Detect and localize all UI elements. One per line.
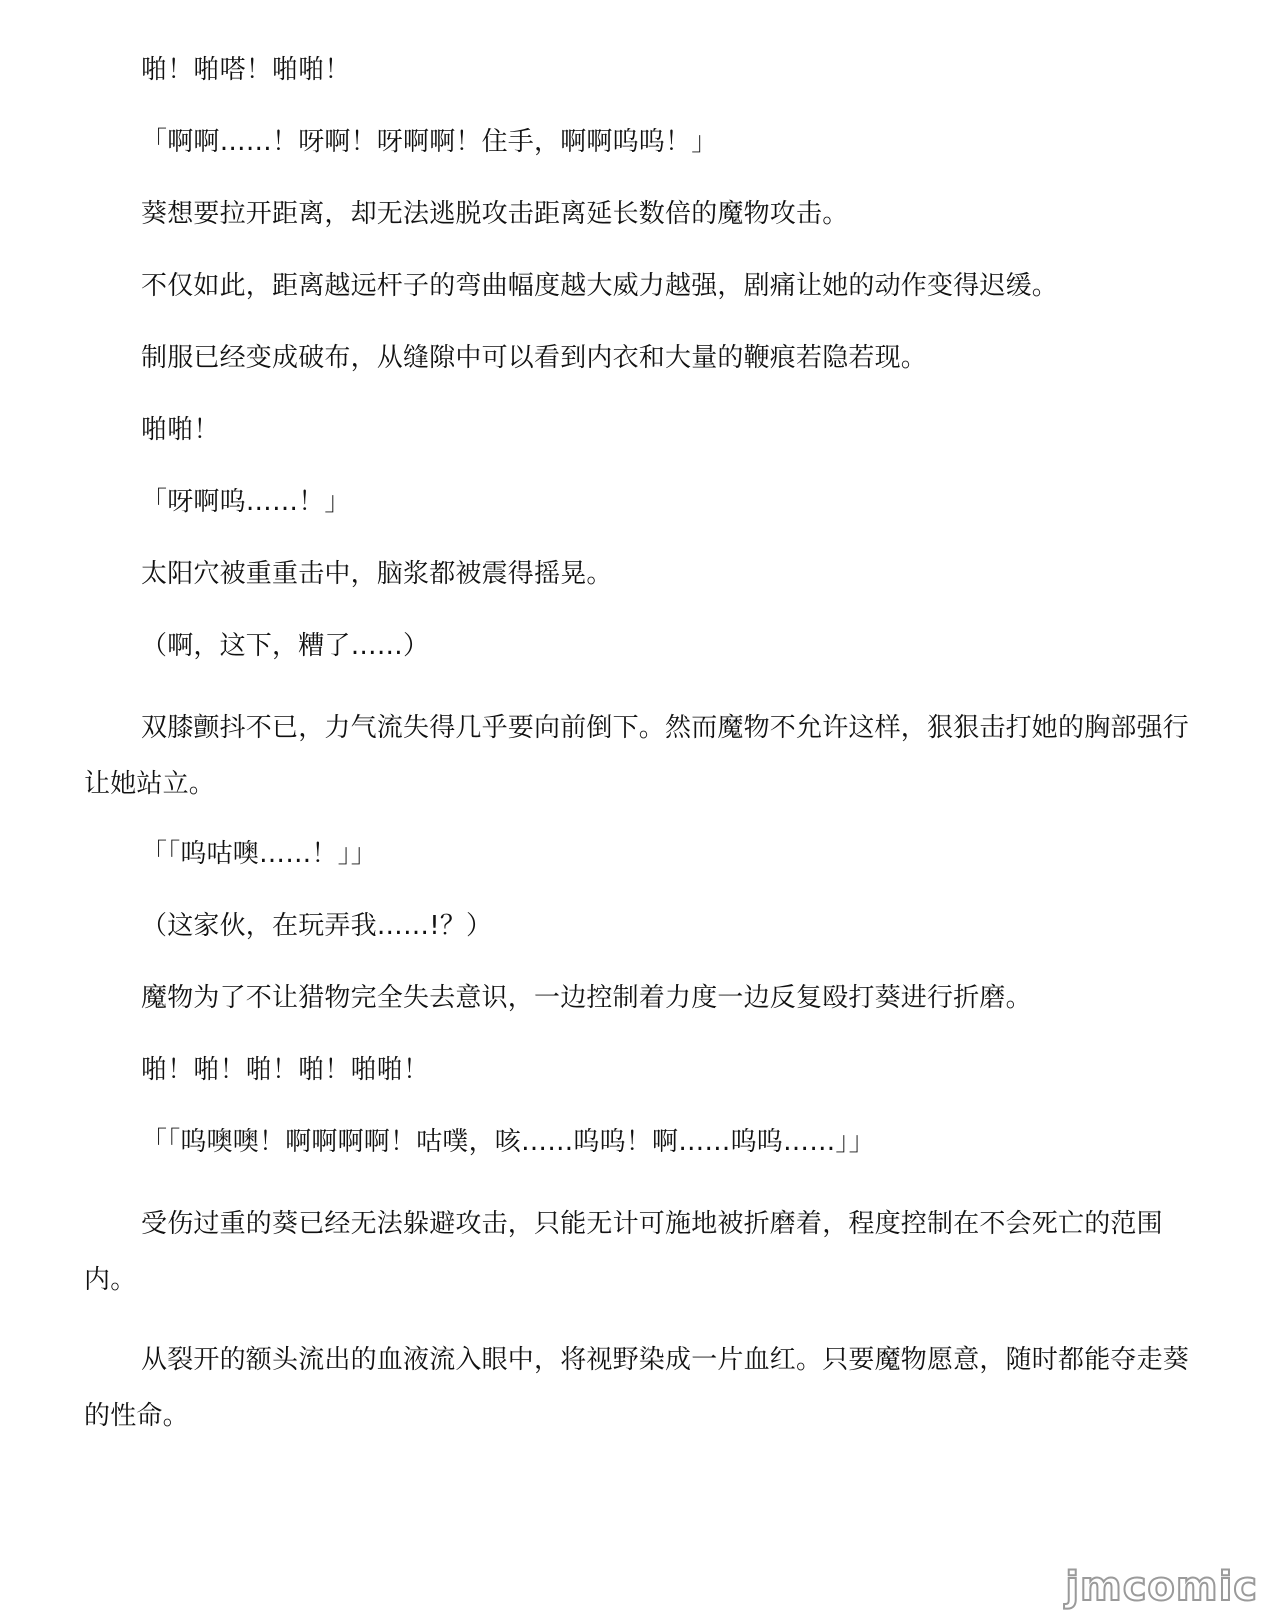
watermark-logo: jmcomic — [1065, 1564, 1258, 1610]
paragraph-6: 啪啪！ — [141, 415, 220, 445]
paragraph-11: 「「呜咕噢……！」」 — [141, 839, 378, 869]
paragraph-10: 双膝颤抖不已，力气流失得几乎要向前倒下。然而魔物不允许这样，狠狠击打她的胸部强行让她站立。 — [84, 713, 1190, 799]
paragraph-2: 「啊啊……！呀啊！呀啊啊！住手，啊啊呜呜！」 — [141, 127, 718, 157]
paragraph-12: （这家伙，在玩弄我……!？） — [141, 911, 493, 941]
paragraph-4: 不仅如此，距离越远杆子的弯曲幅度越大威力越强，剧痛让她的动作变得迟缓。 — [141, 271, 1059, 301]
paragraph-17: 从裂开的额头流出的血液流入眼中，将视野染成一片血红。只要魔物愿意，随时都能夺走葵的性命。 — [84, 1345, 1190, 1431]
paragraph-15: 「「呜噢噢！啊啊啊啊！咕噗，咳……呜呜！啊……呜呜……」」 — [141, 1127, 875, 1157]
paragraph-3: 葵想要拉开距离，却无法逃脱攻击距离延长数倍的魔物攻击。 — [141, 199, 849, 229]
paragraph-9: （啊，这下，糟了……） — [141, 631, 430, 661]
text-column — [84, 52, 1194, 1468]
paragraph-5: 制服已经变成破布，从缝隙中可以看到内衣和大量的鞭痕若隐若现。 — [141, 343, 928, 373]
paragraph-7: 「呀啊呜……！」 — [141, 487, 351, 517]
paragraph-13: 魔物为了不让猎物完全失去意识，一边控制着力度一边反复殴打葵进行折磨。 — [141, 983, 1032, 1013]
paragraph-14: 啪！啪！啪！啪！啪啪！ — [141, 1055, 430, 1085]
paragraph-8: 太阳穴被重重击中，脑浆都被震得摇晃。 — [141, 559, 613, 589]
paragraph-16: 受伤过重的葵已经无法躲避攻击，只能无计可施地被折磨着，程度控制在不会死亡的范围内。 — [84, 1209, 1163, 1295]
paragraph-1: 啪！啪嗒！啪啪！ — [141, 55, 351, 85]
